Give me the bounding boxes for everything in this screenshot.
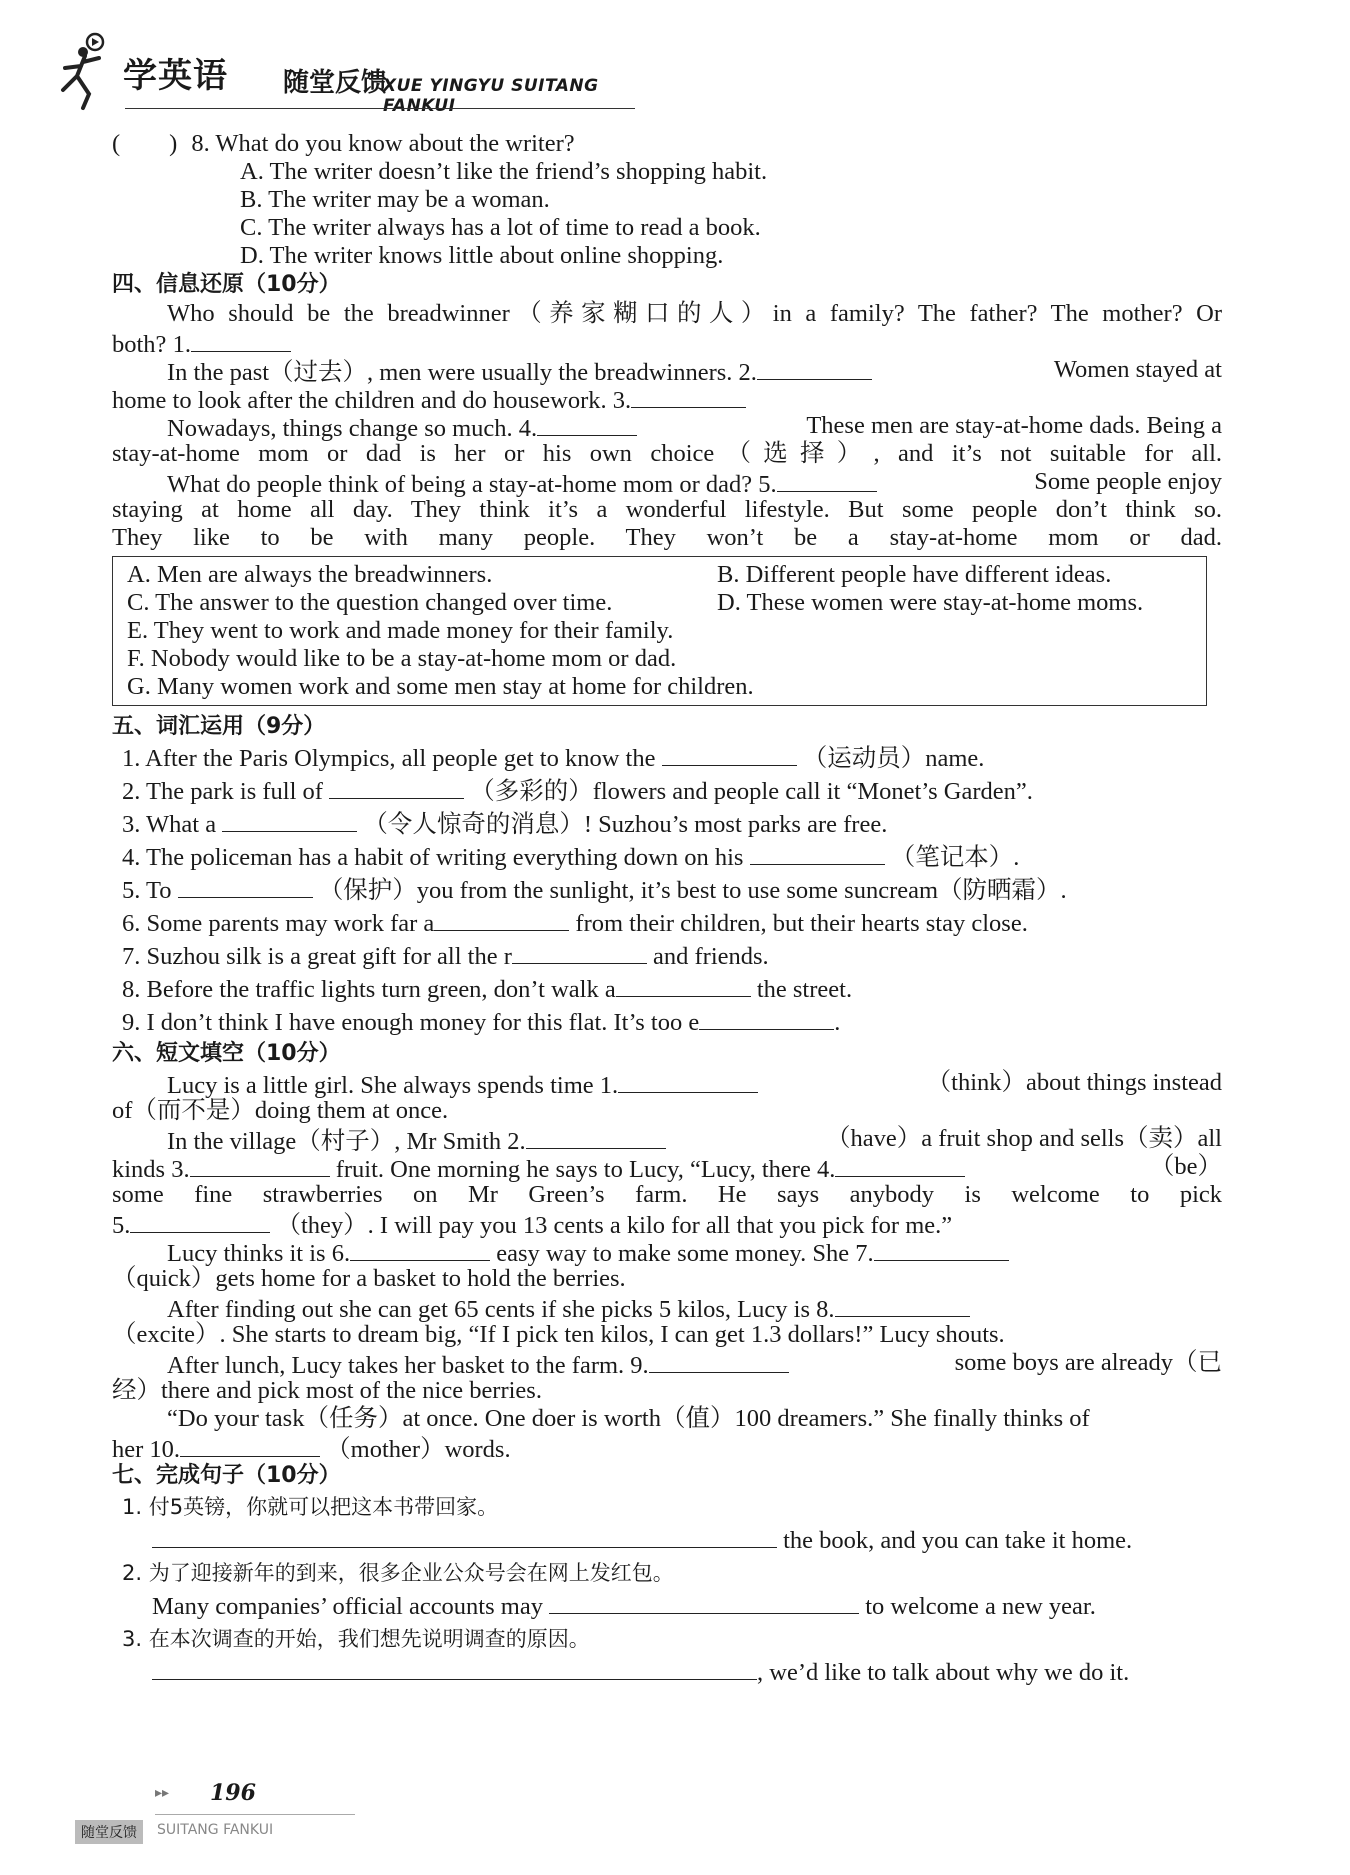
s4-option-g: G. Many women work and some men stay at home for children. <box>127 673 754 700</box>
s5-blank-4[interactable] <box>750 841 885 865</box>
s6-blank-4[interactable] <box>835 1153 965 1177</box>
s4-p2-text1: In the past（过去）, men were usually the breadwinners. <box>167 359 733 386</box>
s5-blank-5[interactable] <box>178 874 313 898</box>
s7-q3-en-text: , we’d like to talk about why we do it. <box>757 1659 1130 1686</box>
s6-line-2: of（而不是）doing them at once. <box>112 1097 449 1124</box>
s6-blank-8[interactable] <box>835 1293 970 1317</box>
s6-blank-9[interactable] <box>649 1349 789 1373</box>
s5-item-4-text: 4. The policeman has a habit of writing everything down on his <box>122 844 744 871</box>
s5-item-2-hint: （多彩的）flowers and people call it “Monet’s Garden”. <box>470 778 1033 805</box>
page-header <box>55 28 655 116</box>
s6-blank-1[interactable] <box>618 1069 758 1093</box>
s5-blank-9[interactable] <box>699 1006 834 1030</box>
q8-answer-paren[interactable]: ( ) <box>112 130 178 157</box>
s5-item-7-text: 7. Suzhou silk is a great gift for all the r <box>122 943 512 970</box>
s4-p3-text2: These men are stay-at-home dads. Being a <box>806 412 1222 439</box>
s4-options-box <box>112 556 1207 706</box>
s6-l11b: some boys are already（已 <box>954 1349 1222 1376</box>
s6-line-4 <box>112 1153 1222 1181</box>
header-title-cn: 学英语 <box>123 56 228 96</box>
s6-line-10: （excite）. She starts to dream big, “If I pick ten kilos, I can get 1.3 dollars!” Lucy shouts. <box>112 1321 1005 1348</box>
s6-l7b: easy way to make some money. She 7. <box>496 1240 874 1267</box>
s4-p2-line1 <box>112 356 1222 384</box>
s7-q1-en <box>112 1524 1222 1557</box>
s4-option-e: E. They went to work and made money for their family. <box>127 617 674 644</box>
s4-p4-line1 <box>112 468 1222 496</box>
s5-blank-2[interactable] <box>329 775 464 799</box>
s7-blank-2[interactable] <box>549 1590 859 1614</box>
page-content <box>112 130 1222 1689</box>
s4-p4-text1: What do people think of being a stay-at-home mom or dad? <box>167 471 753 498</box>
section4-title: 四、信息还原（10分） <box>112 272 341 297</box>
q8-option-d: D. The writer knows little about online shopping. <box>240 242 724 269</box>
s4-option-c: C. The answer to the question changed over time. <box>127 589 613 616</box>
s6-blank-5[interactable] <box>130 1209 270 1233</box>
s6-blank-10[interactable] <box>180 1433 320 1457</box>
running-figure-logo-icon <box>55 28 125 113</box>
s7-q1-en-text: the book, and you can take it home. <box>783 1527 1133 1554</box>
s6-l7a: Lucy thinks it is 6. <box>167 1240 351 1267</box>
s4-options-row2 <box>127 589 1192 617</box>
q8-stem-text: 8. What do you know about the writer? <box>191 130 575 157</box>
s4-p3-line2: stay-at-home mom or dad is her or his own choice（选择）, and it’s not suitable for all. <box>112 440 1222 467</box>
s4-option-b: B. Different people have different ideas. <box>717 561 1112 588</box>
q8-option-b: B. The writer may be a woman. <box>240 186 550 213</box>
s5-item-6-hint: from their children, but their hearts stay close. <box>575 910 1028 937</box>
s4-p1-line1: Who should be the breadwinner（养家糊口的人）in a family? The father? The mother? Or <box>167 300 1222 327</box>
s6-l14a: her 10. <box>112 1436 181 1463</box>
s7-q3-cn: 3. 在本次调查的开始，我们想先说明调查的原因。 <box>122 1627 590 1651</box>
s4-p2-text3: home to look after the children and do housework. <box>112 387 607 414</box>
s5-item-4-hint: （笔记本）. <box>890 844 1020 871</box>
s5-item-2 <box>112 775 1222 808</box>
s5-item-6 <box>112 907 1222 940</box>
q8-stem <box>112 130 1222 158</box>
s5-blank-6[interactable] <box>434 907 569 931</box>
s5-item-4 <box>112 841 1222 874</box>
s4-p1-text: both? <box>112 331 167 358</box>
s4-p3-line1 <box>112 412 1222 440</box>
s4-blank-5[interactable] <box>758 471 876 498</box>
s7-items <box>112 1491 1222 1689</box>
s7-q3-en <box>112 1656 1222 1689</box>
s5-blank-8[interactable] <box>616 973 751 997</box>
s4-option-d: D. These women were stay-at-home moms. <box>717 589 1144 616</box>
section6-title: 六、短文填空（10分） <box>112 1041 341 1066</box>
s4-blank-5-num: 5. <box>758 471 777 498</box>
s6-l6a: 5. <box>112 1212 131 1239</box>
section5-title: 五、词汇运用（9分） <box>112 714 326 739</box>
s5-item-1-text: 1. After the Paris Olympics, all people get to know the <box>122 745 656 772</box>
s6-passage <box>112 1069 1222 1461</box>
footer-arrows-icon: ▸▸ <box>155 1785 170 1801</box>
s6-l4a: kinds 3. <box>112 1156 190 1183</box>
s4-blank-1[interactable] <box>173 331 291 358</box>
s5-item-3-hint: （令人惊奇的消息）! Suzhou’s most parks are free. <box>363 811 888 838</box>
s6-l9a: After finding out she can get 65 cents if she picks 5 kilos, Lucy is 8. <box>167 1296 835 1323</box>
s6-l1a: Lucy is a little girl. She always spends time 1. <box>167 1072 619 1099</box>
s5-item-5-hint: （保护）you from the sunlight, it’s best to use some suncream（防晒霜）. <box>318 877 1067 904</box>
s5-blank-7[interactable] <box>512 940 647 964</box>
s6-l3b: （have）a fruit shop and sells（卖）all <box>825 1125 1222 1152</box>
s6-blank-3[interactable] <box>190 1153 330 1177</box>
s4-blank-2-num: 2. <box>738 359 757 386</box>
s6-line-8: （quick）gets home for a basket to hold the berries. <box>112 1265 626 1292</box>
s5-item-3-text: 3. What a <box>122 811 217 838</box>
s4-p4-text2: Some people enjoy <box>1034 468 1222 495</box>
s6-line-9 <box>112 1293 1222 1321</box>
s6-line-1 <box>112 1069 1222 1097</box>
s5-item-5 <box>112 874 1222 907</box>
s5-item-1 <box>112 742 1222 775</box>
s6-line-6 <box>112 1209 1222 1237</box>
s5-item-2-text: 2. The park is full of <box>122 778 323 805</box>
s6-l6b: （they）. I will pay you 13 cents a kilo for all that you pick for me.” <box>276 1212 953 1239</box>
s5-item-9 <box>112 1006 1222 1039</box>
s7-q1-cn: 1. 付5英镑，你就可以把这本书带回家。 <box>122 1495 499 1519</box>
header-rule <box>125 108 635 109</box>
s5-item-8 <box>112 973 1222 1006</box>
s4-option-a: A. Men are always the breadwinners. <box>127 561 493 588</box>
s4-p2-line2 <box>112 384 1222 412</box>
s5-item-3 <box>112 808 1222 841</box>
s6-l14b: （mother）words. <box>326 1436 511 1463</box>
s6-l1b: （think）about things instead <box>926 1069 1222 1096</box>
s6-line-7 <box>112 1237 1222 1265</box>
s4-blank-3-num: 3. <box>612 387 632 414</box>
header-title-cn2: 随堂反馈 <box>283 68 388 98</box>
s6-line-12: 经）there and pick most of the nice berries. <box>112 1377 542 1404</box>
s4-blank-4-num: 4. <box>518 415 538 442</box>
s5-blank-3[interactable] <box>222 808 357 832</box>
s6-blank-7[interactable] <box>874 1237 1009 1261</box>
s5-item-8-text: 8. Before the traffic lights turn green, don’t walk a <box>122 976 616 1003</box>
s4-blank-3[interactable] <box>613 387 746 414</box>
s7-q2-en <box>112 1590 1222 1623</box>
s6-line-11 <box>112 1349 1222 1377</box>
s5-blank-1[interactable] <box>662 742 797 766</box>
q8-option-a: A. The writer doesn’t like the friend’s shopping habit. <box>240 158 768 185</box>
q8-option-c: C. The writer always has a lot of time to read a book. <box>240 214 761 241</box>
s5-item-8-hint: the street. <box>756 976 853 1003</box>
s4-p4-line3: They like to be with many people. They won’t be a stay-at-home mom or dad. <box>112 524 1222 551</box>
s6-l3a: In the village（村子）, Mr Smith 2. <box>167 1128 526 1155</box>
s5-item-5-text: 5. To <box>122 877 172 904</box>
s4-p1-line2 <box>112 328 1222 356</box>
s7-blank-1[interactable] <box>152 1524 777 1548</box>
footer-rule <box>155 1814 355 1815</box>
s4-blank-2[interactable] <box>739 359 872 386</box>
s6-l11a: After lunch, Lucy takes her basket to the farm. 9. <box>167 1352 649 1379</box>
s6-line-13: “Do your task（任务）at once. One doer is worth（值）100 dreamers.” She finally thinks of <box>167 1405 1090 1432</box>
s5-item-7-hint: and friends. <box>653 943 769 970</box>
s5-item-9-text: 9. I don’t think I have enough money for this flat. It’s too e <box>122 1009 700 1036</box>
s4-option-f: F. Nobody would like to be a stay-at-home mom or dad. <box>127 645 677 672</box>
s6-blank-6[interactable] <box>350 1237 490 1261</box>
s4-blank-4[interactable] <box>519 415 637 442</box>
s7-blank-3[interactable] <box>152 1656 757 1680</box>
s6-line-14 <box>112 1433 1222 1461</box>
s6-l4c: （be） <box>1149 1153 1222 1180</box>
s6-l4b: fruit. One morning he says to Lucy, “Lucy, there 4. <box>335 1156 836 1183</box>
s6-line-5: some fine strawberries on Mr Green’s farm. He says anybody is welcome to pick <box>112 1181 1222 1208</box>
section7-title: 七、完成句子（10分） <box>112 1463 341 1488</box>
footer-badge: 随堂反馈 <box>75 1820 143 1844</box>
s4-p4-line2: staying at home all day. They think it’s a wonderful lifestyle. But some people don’t think so. <box>112 496 1222 523</box>
s6-blank-2[interactable] <box>526 1125 666 1149</box>
s7-q2-en-text2: to welcome a new year. <box>865 1593 1096 1620</box>
s7-q2-en-text1: Many companies’ official accounts may <box>152 1593 543 1620</box>
s5-item-6-text: 6. Some parents may work far a <box>122 910 435 937</box>
s5-item-1-hint: （运动员）name. <box>802 745 985 772</box>
s7-q2-cn: 2. 为了迎接新年的到来，很多企业公众号会在网上发红包。 <box>122 1561 674 1585</box>
s5-item-9-hint: . <box>834 1009 841 1036</box>
page-footer <box>75 1780 375 1850</box>
s6-line-3 <box>112 1125 1222 1153</box>
s5-items <box>112 742 1222 1039</box>
s4-blank-1-num: 1. <box>172 331 191 358</box>
footer-badge-en: SUITANG FANKUI <box>157 1822 274 1838</box>
s5-item-7 <box>112 940 1222 973</box>
s4-p2-text2: Women stayed at <box>1053 356 1222 383</box>
page-number: 196 <box>210 1780 256 1806</box>
s4-options-row1 <box>127 561 1192 589</box>
header-title-en: XUE YINGYU SUITANG FANKUI <box>383 76 599 116</box>
s4-p3-text1: Nowadays, things change so much. <box>167 415 513 442</box>
